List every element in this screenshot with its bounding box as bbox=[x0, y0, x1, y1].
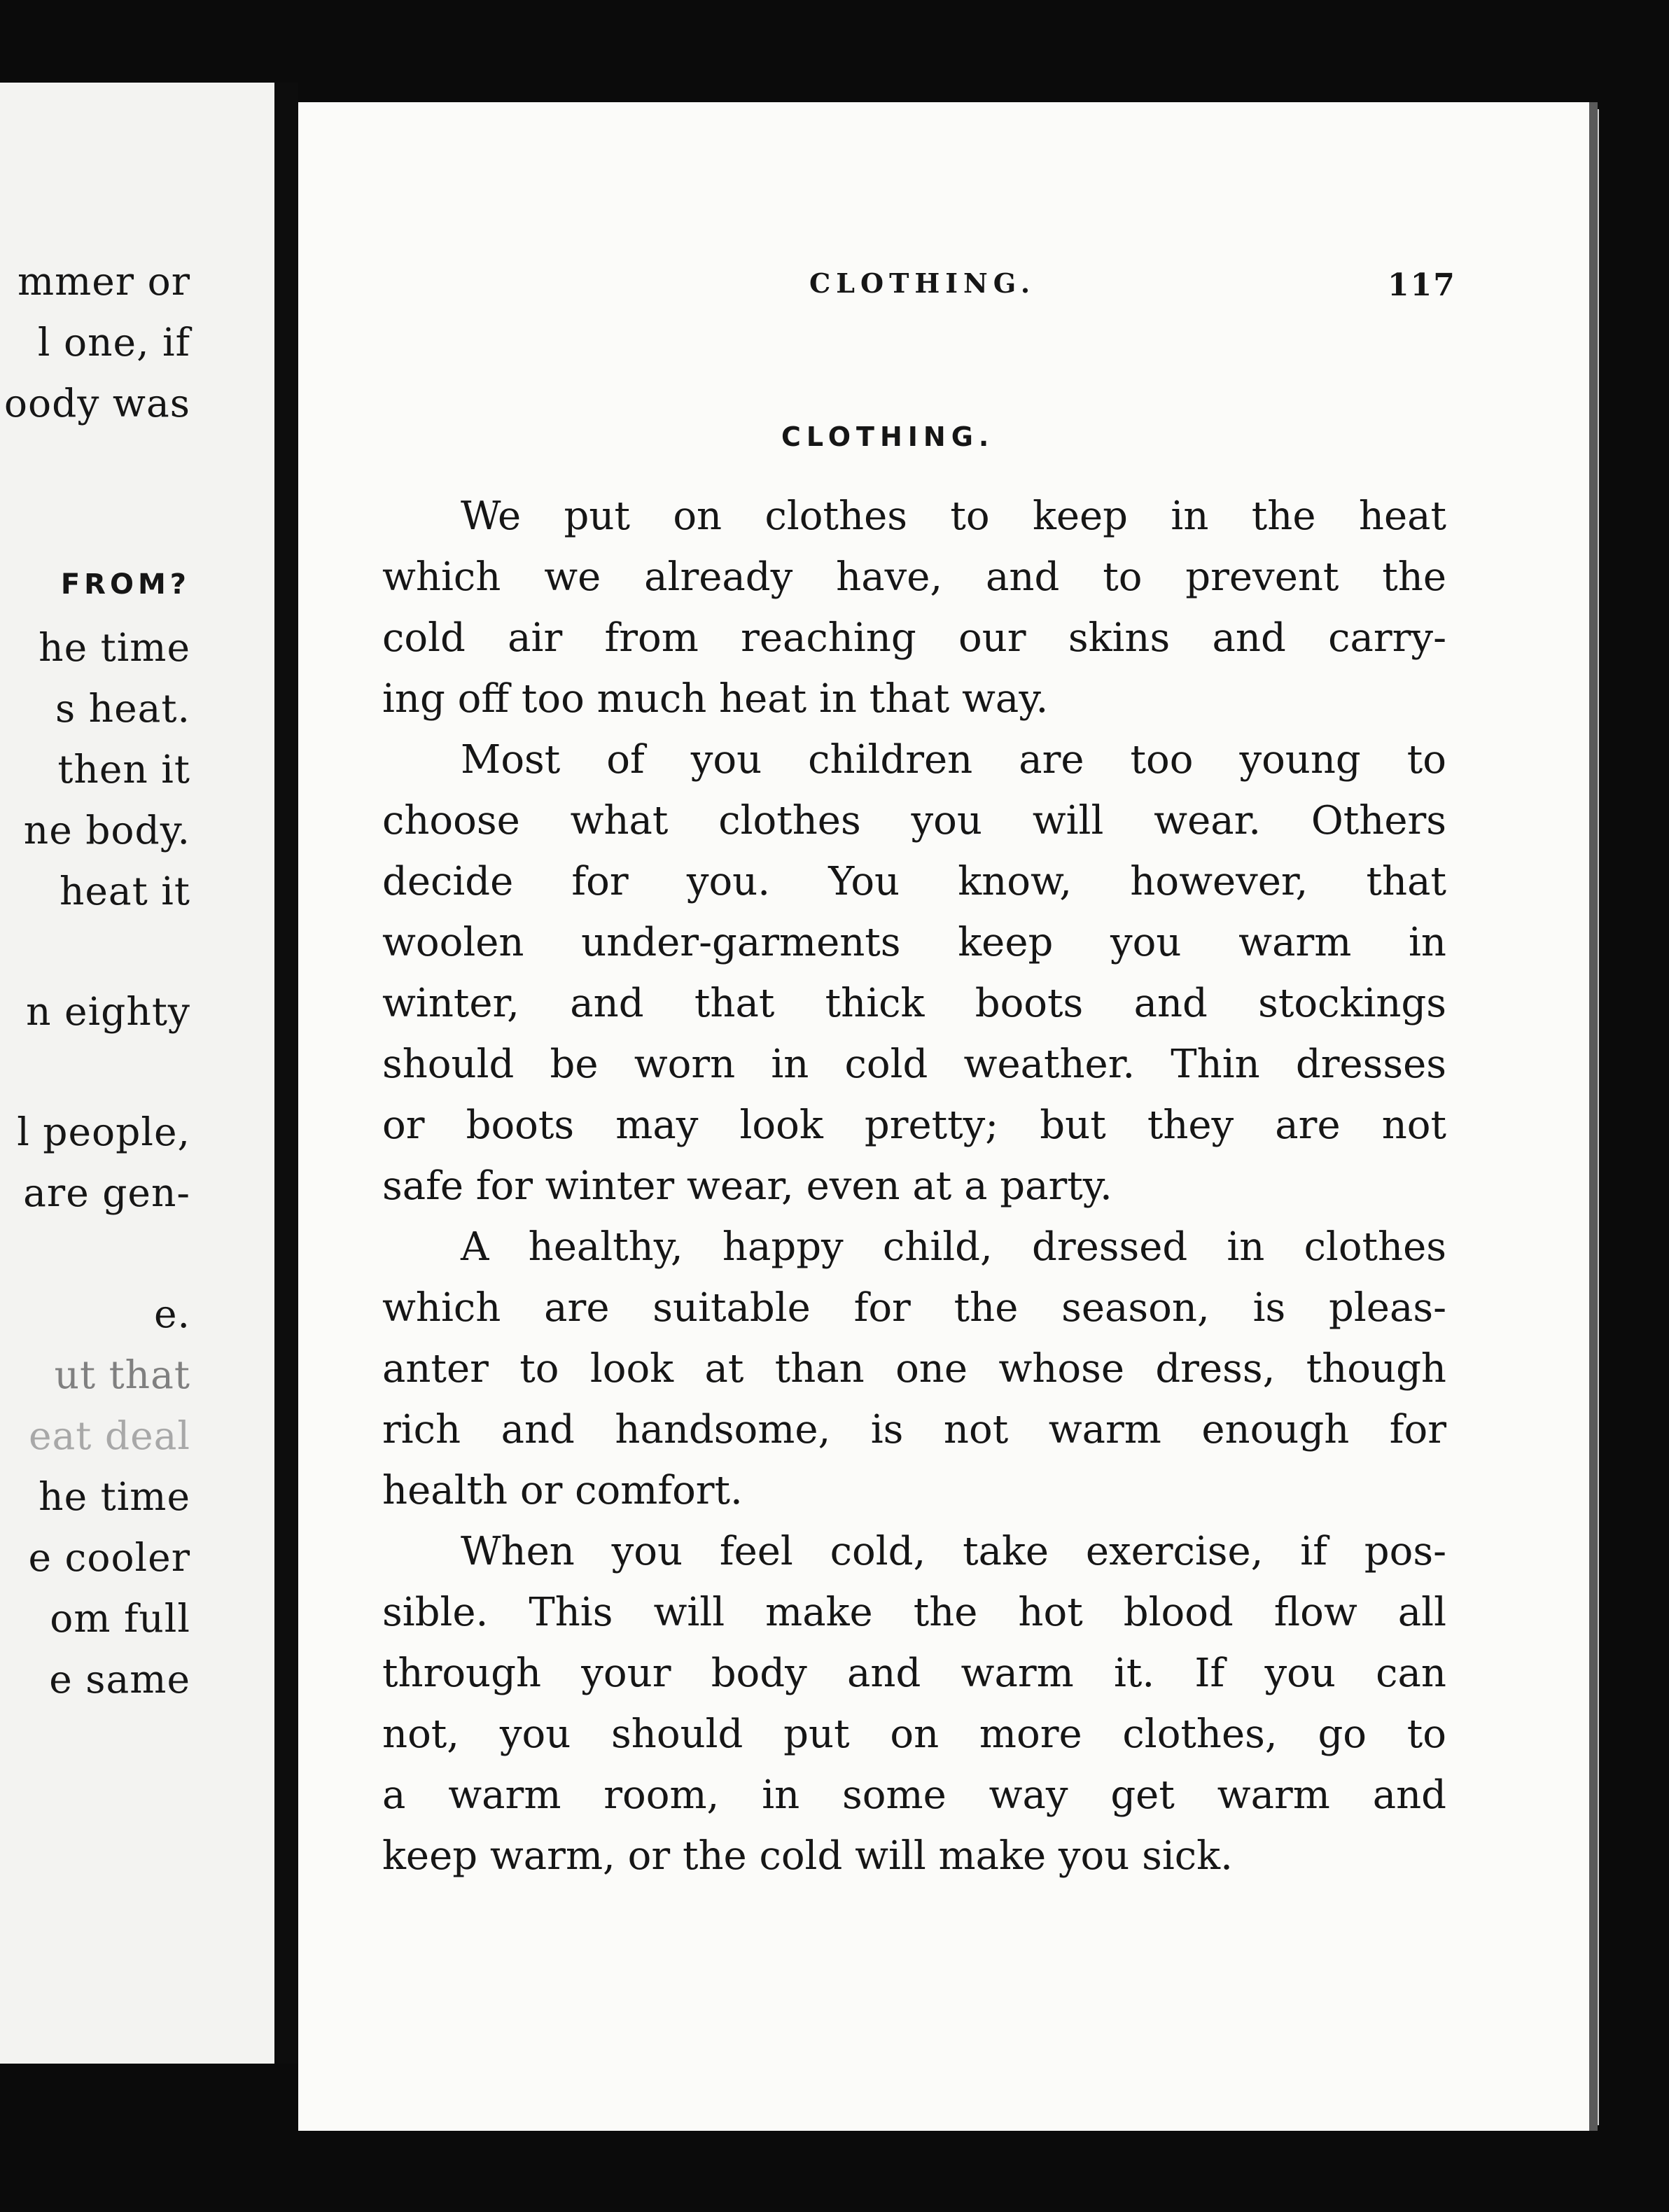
previous-page-line: ne body. bbox=[23, 808, 190, 853]
text-line: winter, and that thick boots and stockings bbox=[382, 981, 1446, 1026]
text-line: A healthy, happy child, dressed in clothes bbox=[461, 1224, 1446, 1270]
previous-page-line: e same bbox=[49, 1657, 190, 1702]
text-line: woolen under-garments keep you warm in bbox=[382, 920, 1446, 965]
previous-page-line: ut that bbox=[54, 1352, 190, 1397]
previous-page-line: he time bbox=[39, 1474, 190, 1519]
previous-page-line: n eighty bbox=[26, 989, 190, 1034]
text-line: not, you should put on more clothes, go to bbox=[382, 1712, 1446, 1757]
previous-page-line: l one, if bbox=[37, 320, 190, 365]
section-title: CLOTHING. bbox=[781, 421, 995, 452]
text-line: cold air from reaching our skins and carry- bbox=[382, 615, 1446, 661]
text-line: sible. This will make the hot blood flow all bbox=[382, 1590, 1446, 1635]
previous-page-line: e. bbox=[153, 1292, 190, 1336]
paragraph bbox=[382, 729, 1446, 1217]
body-text bbox=[382, 486, 1446, 1886]
running-head: CLOTHING. bbox=[809, 267, 1036, 299]
current-page bbox=[298, 102, 1598, 2131]
previous-page bbox=[0, 83, 277, 2064]
text-line: rich and handsome, is not warm enough for bbox=[382, 1407, 1446, 1452]
text-line: should be worn in cold weather. Thin dresses bbox=[382, 1042, 1446, 1087]
previous-page-line: s heat. bbox=[55, 686, 190, 731]
text-line: which are suitable for the season, is pleas- bbox=[382, 1285, 1446, 1331]
previous-page-line: FROM? bbox=[60, 568, 190, 601]
previous-page-line: eat deal bbox=[28, 1413, 190, 1458]
paragraph bbox=[382, 1521, 1446, 1886]
text-line: a warm room, in some way get warm and bbox=[382, 1772, 1446, 1818]
page-number: 117 bbox=[1388, 267, 1456, 303]
text-line: decide for you. You know, however, that bbox=[382, 859, 1446, 904]
previous-page-line: om full bbox=[50, 1596, 190, 1641]
previous-page-line: are gen- bbox=[23, 1170, 190, 1215]
previous-page-line: he time bbox=[39, 625, 190, 670]
text-line: which we already have, and to prevent the bbox=[382, 554, 1446, 600]
text-line: safe for winter wear, even at a party. bbox=[382, 1163, 1112, 1209]
text-line: When you feel cold, take exercise, if pos- bbox=[461, 1529, 1446, 1574]
text-line: health or comfort. bbox=[382, 1468, 743, 1513]
paragraph bbox=[382, 486, 1446, 729]
text-line: choose what clothes you will wear. Others bbox=[382, 798, 1446, 844]
previous-page-line: then it bbox=[57, 747, 190, 792]
previous-page-line: e cooler bbox=[28, 1535, 190, 1580]
previous-page-line: l people, bbox=[17, 1110, 190, 1154]
paragraph bbox=[382, 1217, 1446, 1521]
previous-page-line: heat it bbox=[59, 869, 190, 913]
text-line: ing off too much heat in that way. bbox=[382, 676, 1049, 722]
text-line: Most of you children are too young to bbox=[461, 737, 1446, 783]
previous-page-line: oody was bbox=[4, 381, 190, 426]
text-line: keep warm, or the cold will make you sick. bbox=[382, 1833, 1233, 1879]
text-line: anter to look at than one whose dress, though bbox=[382, 1346, 1446, 1392]
text-line: through your body and warm it. If you can bbox=[382, 1651, 1446, 1696]
text-line: We put on clothes to keep in the heat bbox=[461, 493, 1446, 539]
book-gutter bbox=[274, 83, 298, 2064]
previous-page-line: mmer or bbox=[17, 259, 190, 304]
text-line: or boots may look pretty; but they are not bbox=[382, 1102, 1446, 1148]
